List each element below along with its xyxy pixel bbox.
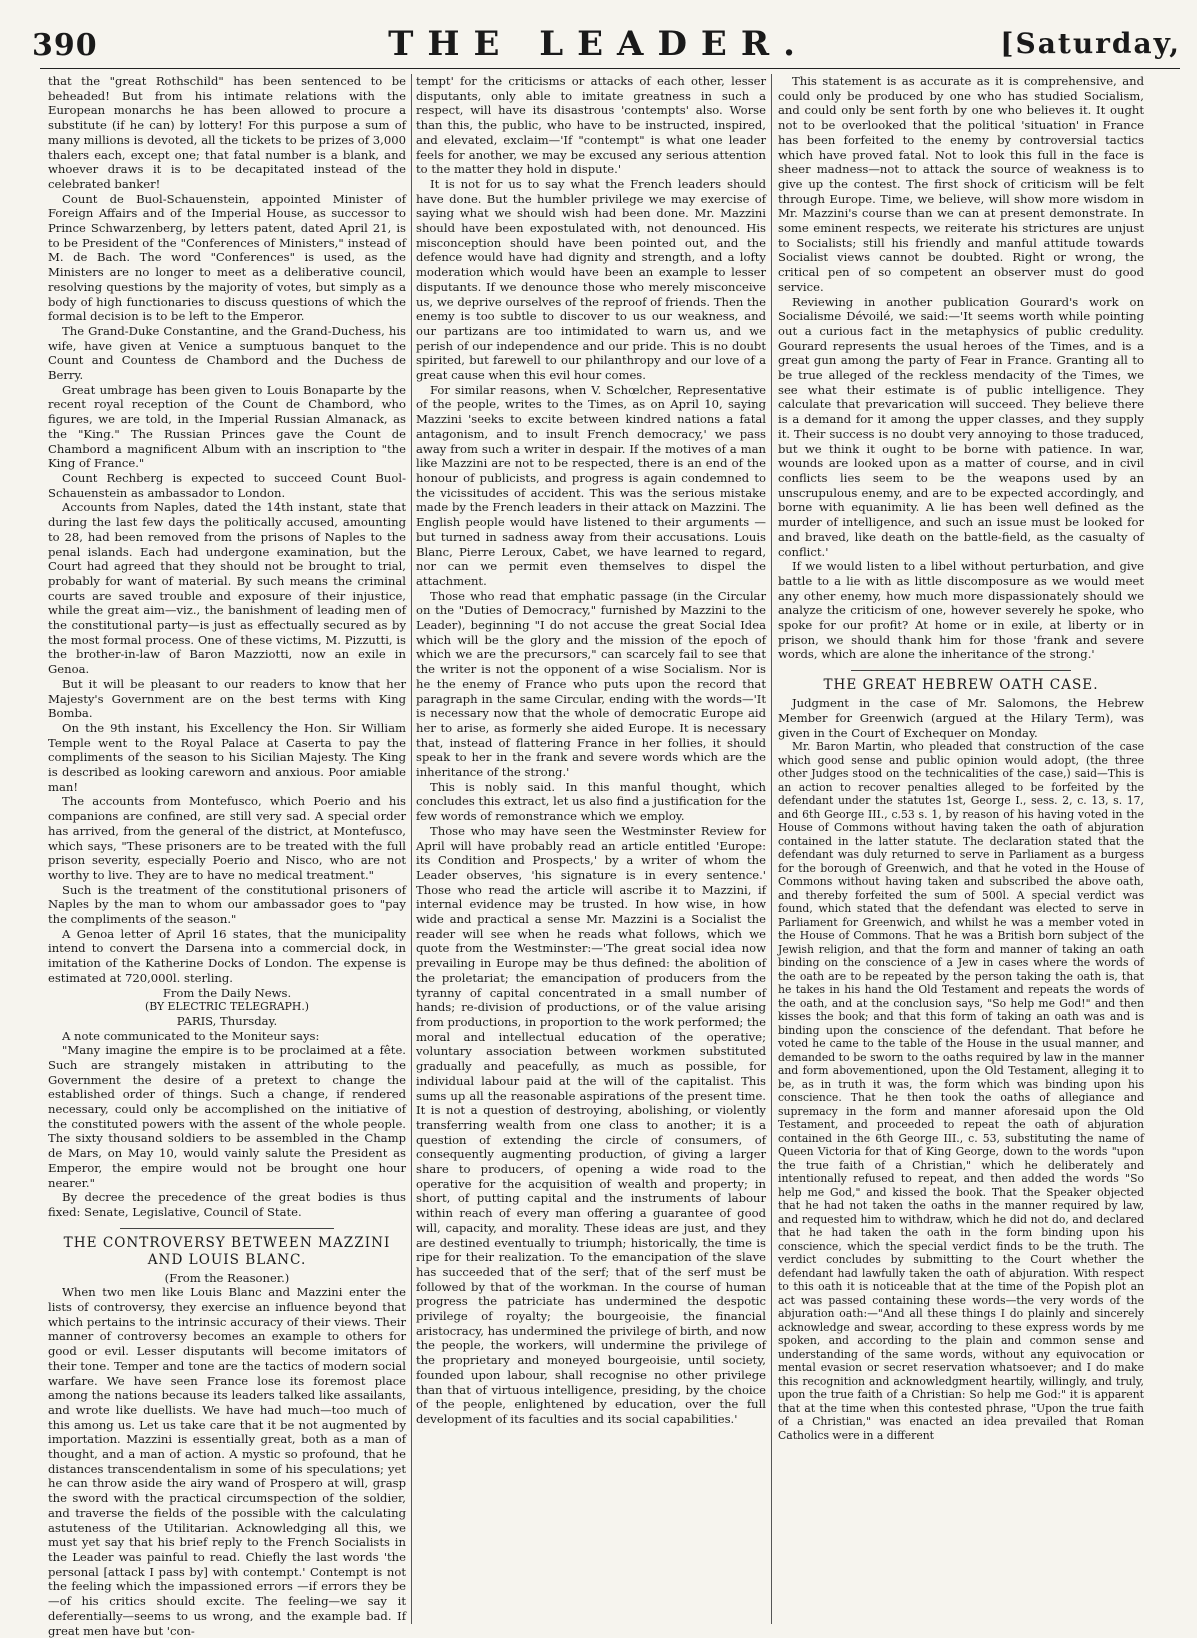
paragraph: Great umbrage has been given to Louis Bonaparte by the recent royal reception of the Count de Chambord, who figures, we are told, in the Imperial Russian Almanack, as the "King." The Russian Princes gave the Count de Chambord a magnificent Album with an inscription to "the King of France." (48, 382, 406, 471)
article-heading: THE GREAT HEBREW OATH CASE. (823, 677, 1099, 694)
dateline: PARIS, Thursday. (176, 1013, 278, 1028)
paragraph: The Grand-Duke Constantine, and the Grand-Duchess, his wife, have given at Venice a sumptuous banquet to the Count and Countess de Chambord and the Duchess de Berry. (48, 323, 406, 383)
paragraph: Count de Buol-Schauenstein, appointed Minister of Foreign Affairs and of the Imperial House, as successor to Prince Schwarzenberg, by letters patent, dated April 21, is to be President of the "Conferences of Ministers," instead of M. de Bach. The word "Conferences" is used, as the Ministers are no longer to meet as a deliberative council, resolving questions by the majority of votes, but simply as a body of high functionaries to discuss questions of which the formal decision is to be left to the Emperor. (48, 191, 406, 324)
paragraph: Reviewing in another publication Gourard's work on Socialisme Dévoilé, we said:—'It seems worth while pointing out a curious fact in the metaphysics of public credulity. Gourard represents the usual heroes of the Times, and is a great gun among the party of Fear in France. Granting all to be true alleged of the reckless mendacity of the Times, we see what their estimate is of public intelligence. They calculate that prevarication will succeed. They believe there is a demand for it among the upper classes, and they supply it. Their success is no doubt very annoying to those traduced, but we think it ought to be borne with patience. In war, wounds are looked upon as a matter of course, and in civil conflicts lies seem to be the weapons used by an unscrupulous enemy, and are to be expected accordingly, and borne with equanimity. A lie has been well defined as the murder of intelligence, and such an issue must be looked for and braved, like death on the battle-field, as the casualty of conflict.' (778, 294, 1144, 559)
paragraph: It is not for us to say what the French leaders should have done. But the humbler privilege we may exercise of saying what we should wish had been done. Mr. Mazzini should have been expostulated with, not denounced. His misconception should have been pointed out, and the defence would have had dignity and strength, and a lofty moderation which would have been an example to lesser disputants. If we denounce those who merely misconceive us, we deprive ourselves of the reproof of friends. Then the enemy is too subtle to discover to us our weakness, and our partizans are too intimidated to warn us, and we perish of our independence and our pride. This is no doubt spirited, but farewell to our philanthropy and our love of a great cause when this evil hour comes. (416, 176, 766, 383)
paragraph: that the "great Rothschild" has been sentenced to be beheaded! But from his intimate relations with the European monarchs he has been allowed to procure a substitute (if he can) by lottery! For this purpose a sum of many millions is devoted, all the tickets to be prizes of 3,000 thalers each, except one; that fatal number is a blank, and whoever draws it is to be decapitated instead of the celebrated banker! (48, 74, 406, 191)
paragraph: Count Rechberg is expected to succeed Count Buol-Schauenstein as ambassador to London. (48, 470, 406, 500)
column-divider (771, 74, 772, 1624)
paragraph: Mr. Baron Martin, who pleaded that construction of the case which good sense and public opinion would adopt, (the three other Judges stood on the technicalities of the case,) said—This is an action to recover penalties alleged to be forfeited by the defendant under the statutes 1st, George I., sess. 2, c. 13, s. 17, and 6th George III., c.53 s. 1, by reason of his having voted in the House of Commons without having taken the oath of abjuration contained in the latter statute. The declaration stated that the defendant was duly returned to serve in Parliament as a burgess for the borough of Greenwich, and that he voted in the House of Commons without having taken and subscribed the above oath, and thereby forfeited the sum of 500l. A special verdict was found, which stated that the defendant was elected to serve in Parliament for Greenwich, and whilst he was a member voted in the House of Commons. That he was a British born subject of the Jewish religion, and that the form and manner of taking an oath binding on the conscience of a Jew in cases where the words of the oath are to be repeated by the person taking the oath is, that he takes in his hand the Old Testament and repeats the words of the oath, and at the conclusion says, "So help me God!" and then kisses the book; and that this form of taking an oath was and is binding upon the conscience of the defendant. That before he voted he came to the table of the House in the usual manner, and demanded to be sworn to the oaths required by law in the manner and form abovementioned, upon the Old Testament, alleging it to be, as in truth it was, the form which was binding upon his conscience. That he then took the oaths of allegiance and supremacy in the form and manner aforesaid upon the Old Testament, and proceeded to repeat the oath of abjuration contained in the 6th George III., c. 53, substituting the name of Queen Victoria for that of King George, down to the words "upon the true faith of a Christian," which he deliberately and intentionally refused to repeat, and then added the words "So help me God," and kissed the book. That the Speaker objected that he had not taken the oaths in the manner required by law, and requested him to withdraw, which he did not do, and declared that he had taken the oath in the form binding upon his conscience, which the special verdict finds to be the truth. The verdict concludes by submitting to the Court whether the defendant had lawfully taken the oath of abjuration. With respect to this oath it is noticeable that at the time of the Popish plot an act was passed containing these words—the very words of the abjuration oath:—"And all these things I do plainly and sincerely acknowledge and swear, according to these express words by me spoken, and according to the plain and common sense and understanding of the same words, without any equivocation or mental evasion or secret reservation whatsoever; and I do make this recognition and acknowledgment heartily, willingly, and truly, upon the true faith of a Christian: So help me God:" it is apparent that at the time when this contested phrase, "Upon the true faith of a Christian," was enacted an idea prevailed that Roman Catholics were in a different (778, 740, 1144, 1442)
paragraph: Such is the treatment of the constitutional prisoners of Naples by the man to whom our ambassador goes to "pay the compliments of the season." (48, 882, 406, 927)
paragraph: If we would listen to a libel without perturbation, and give battle to a lie with as little discomposure as we would meet any other enemy, how much more dispassionately should we analyze the criticism of one, however severely he spoke, who spoke for our profit? At home or in exile, at liberty or in prison, we should thank him for those 'frank and severe words, which are alone the inheritance of the strong.' (778, 559, 1144, 662)
paragraph: Accounts from Naples, dated the 14th instant, state that during the last few days the politically accused, amounting to 28, had been removed from the prisons of Naples to the penal islands. Each had undergone examination, but the Court had agreed that they should not be brought to trial, probably for want of material. By such means the criminal courts are saved trouble and exposure of their injustice, while the great aim—viz., the banishment of leading men of the constitutional party—is just as effectually secured as by the most formal process. One of these victims, M. Pizzutti, is the brother-in-law of Baron Mazziotti, now an exile in Genoa. (48, 500, 406, 677)
paragraph: A Genoa letter of April 16 states, that the municipality intend to convert the Darsena into a commercial dock, in imitation of the Katherine Docks of London. The expense is estimated at 720,000l. sterling. (48, 926, 406, 985)
column-left (48, 74, 406, 1638)
paragraph: A note communicated to the Moniteur says: (62, 1028, 320, 1043)
paragraph: This statement is as accurate as it is comprehensive, and could only be produced by one who has studied Socialism, and could only be sent forth by one who believes it. It ought not to be overlooked that the political 'situation' in France has been forfeited to the enemy by controversial tactics which have proved fatal. Not to look this full in the face is sheer madness—not to attack the source of weakness is to give up the contest. The first shock of criticism will be felt through Europe. Time, we believe, will show more wisdom in Mr. Mazzini's course than we can at present demonstrate. In some eminent respects, we reiterate his strictures are unjust to Socialists; still his friendly and manful attitude towards Socialist views cannot be doubted. Right or wrong, the critical pen of so competent an observer must do good service. (778, 74, 1144, 294)
telegraph-line: (BY ELECTRIC TELEGRAPH.) (144, 1000, 309, 1014)
paragraph: For similar reasons, when V. Schœlcher, Representative of the people, writes to the Times, as on April 10, saying Mazzini 'seeks to excite between kindred nations a fatal antagonism, and to insult French democracy,' we pass away from such a writer in despair. If the motives of a man like Mazzini are not to be respected, there is an end of the honour of publicists, and progress is again condemned to the vicissitudes of accident. This was the serious mistake made by the French leaders in their attack on Mazzini. The English people would have listened to their arguments —but turned in sadness away from their accusations. Louis Blanc, Pierre Leroux, Cabet, we have learned to regard, nor can we permit even themselves to dispel the attachment. (416, 382, 766, 588)
paragraph: tempt' for the criticisms or attacks of each other, lesser disputants, only able to imitate greatness in such a respect, will have its disastrous 'contempts' also. Worse than this, the public, who have to be instructed, inspired, and elevated, exclaim—'If "contempt" is what one leader feels for another, we may be excused any serious attention to the matter they hold in dispute.' (416, 74, 766, 177)
masthead-rule (40, 68, 1180, 69)
source-line: From the Daily News. (162, 985, 292, 1000)
section-rule (851, 670, 1071, 671)
column-middle (416, 74, 766, 1624)
paragraph: The accounts from Montefusco, which Poerio and his companions are confined, are still very sad. A special order has arrived, from the general of the district, at Montefusco, which says, "These prisoners are to be treated with the full prison severity, especially Poerio and Nisco, who are not worthy to live. They are to have no medical treatment." (48, 794, 406, 882)
paper-title: THE LEADER. (388, 24, 809, 64)
article-heading: THE CONTROVERSY BETWEEN MAZZINI AND LOUIS BLANC. (63, 1234, 391, 1268)
paragraph: "Many imagine the empire is to be proclaimed at a fête. Such are strangely mistaken in attributing to the Government the desire of a pretext to change the established order of things. Such a change, if rendered necessary, could only be accomplished on the initiative of the constituted powers with the assent of the whole people. The sixty thousand soldiers to be assembled in the Champ de Mars, on May 10, would vainly salute the President as Emperor, the empire would not be brought one hour nearer." (48, 1043, 406, 1190)
paragraph: But it will be pleasant to our readers to know that her Majesty's Government are on the best terms with King Bomba. (48, 676, 406, 721)
paragraph: Those who read that emphatic passage (in the Circular on the "Duties of Democracy," furnished by Mazzini to the Leader), beginning "I do not accuse the great Social Idea which will be the glory and the mission of the epoch of which we are the precursors," can scarcely fail to see that the writer is not the opponent of a wise Socialism. Nor is he the enemy of France who puts upon the record that paragraph in the same Circular, ending with the words—'It is necessary now that the whole of democratic Europe aid her to arise, as formerly she aided Europe. It is necessary that, instead of flattering France in her follies, it should speak to her in the frank and severe words which are the inheritance of the strong.' (416, 588, 766, 780)
paragraph: Those who may have seen the Westminster Review for April will have probably read an article entitled 'Europe: its Condition and Prospects,' by a writer of whom the Leader observes, 'his signature is in every sentence.' Those who read the article will ascribe it to Mazzini, if internal evidence may be trusted. In how wise, in how wide and practical a sense Mr. Mazzini is a Socialist the reader will see when he reads what follows, which we quote from the Westminster:—'The great social idea now prevailing in Europe may be thus defined: the abolition of the proletariat; the emancipation of producers from the tyranny of capital concentrated in a small number of hands; re-division of productions, or of the value arising from productions, in proportion to the work performed; the moral and intellectual education of the operative; voluntary association between workmen substituted gradually and peacefully, as much as possible, for individual labour paid at the will of the capitalist. This sums up all the reasonable aspirations of the present time. It is not a question of destroying, abolishing, or violently transferring wealth from one class to another; it is a question of extending the circle of consumers, of consequently augmenting production, of giving a larger share to producers, of opening a wide road to the operative for the acquisition of wealth and property; in short, of putting capital and the instruments of labour within reach of every man offering a guarantee of good will, capacity, and morality. These ideas are just, and they are destined eventually to triumph; historically, the time is ripe for their realization. To the emancipation of the slave has succeeded that of the serf; that of the serf must be followed by that of the workman. In the course of human progress the patriciate has undermined the despotic privilege of royalty; the bourgeoisie, the financial aristocracy, has undermined the privilege of birth, and now the people, the workers, will undermine the privilege of the proprietary and moneyed bourgeoisie, until society, founded upon labour, shall recognise no other privilege than that of virtuous intelligence, presiding, by the choice of the people, enlightened by education, over the full development of its faculties and its social capabilities.' (416, 823, 766, 1426)
column-right (778, 74, 1144, 1624)
paragraph: On the 9th instant, his Excellency the Hon. Sir William Temple went to the Royal Palace at Caserta to pay the compliments of the season to his Sicilian Majesty. The King is described as looking careworn and anxious. Poor amiable man! (48, 720, 406, 794)
paragraph: By decree the precedence of the great bodies is thus fixed: Senate, Legislative, Council of State. (48, 1190, 406, 1219)
issue-day: [Saturday, (1000, 27, 1181, 60)
paragraph: Judgment in the case of Mr. Salomons, the Hebrew Member for Greenwich (argued at the Hilary Term), was given in the Court of Exchequer on Monday. (778, 696, 1144, 740)
paragraph: This is nobly said. In this manful thought, which concludes this extract, let us also find a justification for the few words of remonstrance which we employ. (416, 779, 766, 824)
article-subheading: (From the Reasoner.) (164, 1270, 290, 1285)
masthead (0, 0, 1197, 70)
paragraph: When two men like Louis Blanc and Mazzini enter the lists of controversy, they exercise an influence beyond that which pertains to the intrinsic accuracy of their views. Their manner of controversy becomes an example to others for good or evil. Lesser disputants will become imitators of their tone. Temper and tone are the tactics of modern social warfare. We have seen France lose its foremost place among the nations because its leaders talked like assailants, and wrote like duellists. We have had much—too much of this among us. Let us take care that it be not augmented by importation. Mazzini is essentially great, both as a man of thought, and a man of action. A mystic so profound, that he distances transcendentalism in some of his speculations; yet he can throw aside the airy wand of Prospero at will, grasp the sword with the practical circumspection of the soldier, and traverse the fields of the possible with the calculating astuteness of the Utilitarian. Acknowledging all this, we must yet say that his brief reply to the French Socialists in the Leader was painful to read. Chiefly the last words 'the personal [attack I pass by] with contempt.' Contempt is not the feeling which the impassioned errors —if errors they be—of his critics should excite. The feeling—we say it deferentially—seems to us wrong, and the example bad. If great men have but 'con- (48, 1285, 406, 1638)
column-divider (411, 74, 412, 1624)
section-rule (120, 1228, 335, 1229)
page-number: 390 (32, 28, 98, 63)
